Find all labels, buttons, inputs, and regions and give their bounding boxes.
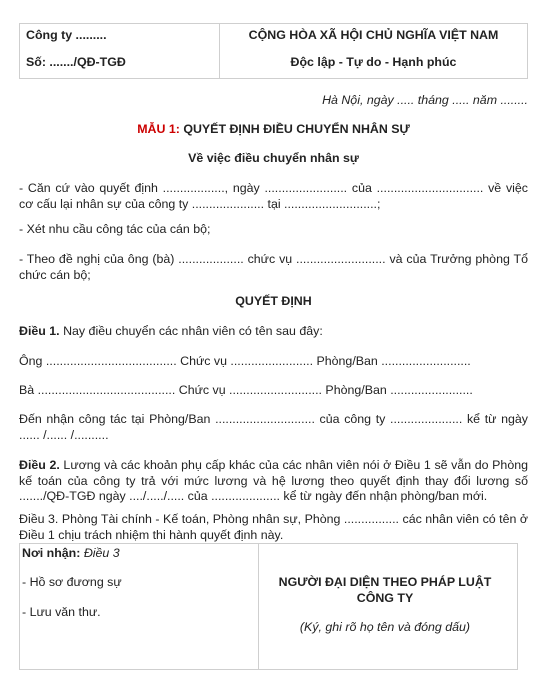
article-1-label: Điều 1. <box>19 324 60 338</box>
document-title <box>19 122 528 136</box>
title-main: QUYẾT ĐỊNH ĐIỀU CHUYỂN NHÂN SỰ <box>179 122 410 136</box>
place-date: Hà Nội, ngày ..... tháng ..... năm ........ <box>322 93 528 107</box>
person-line-mr: Ông ...................................... Chức vụ ........................ Phòng/Ban .......................... <box>19 354 471 368</box>
transfer-destination: Đến nhận công tác tại Phòng/Ban ............................. của công ty ..................... kể từ ngày ...... /...... /.......... <box>19 412 528 442</box>
basis-need: - Xét nhu cầu công tác của cán bộ; <box>19 222 211 236</box>
article-2-label: Điều 2. <box>19 458 60 472</box>
title-prefix: MẪU 1: <box>137 122 180 136</box>
basis-decision: - Căn cứ vào quyết định .................., ngày ........................ của ............................... về việc cơ cấu lại nhân sự của công ty ..................... tại ...........................; <box>19 181 528 211</box>
person-line-mrs: Bà ........................................ Chức vụ ........................... Phòng/Ban ........................ <box>19 383 473 397</box>
nation-name: CỘNG HÒA XÃ HỘI CHỦ NGHĨA VIỆT NAM <box>248 28 499 42</box>
recipients-label: Nơi nhận: <box>22 546 81 560</box>
recipients-heading <box>22 546 120 560</box>
article-3: Điều 3. Phòng Tài chính - Kế toán, Phòng nhân sự, Phòng ................ các nhân viên có tên ở Điều 1 chịu trách nhiệm thi hành quyết định này. <box>19 512 528 542</box>
company-name: Công ty ......... <box>26 28 107 42</box>
decision-number: Số: ......./QĐ-TGĐ <box>26 55 126 69</box>
article-1 <box>19 324 528 340</box>
signature-title: NGƯỜI ĐẠI DIỆN THEO PHÁP LUẬT CÔNG TY <box>278 575 492 605</box>
national-motto: Độc lập - Tự do - Hạnh phúc <box>290 55 457 69</box>
decision-heading: QUYẾT ĐỊNH <box>235 294 312 308</box>
footer-divider <box>258 544 259 669</box>
article-2 <box>19 458 528 505</box>
article-1-text: Nay điều chuyển các nhân viên có tên sau đây: <box>59 324 323 338</box>
basis-proposal: - Theo đề nghị của ông (bà) ................... chức vụ .......................... và của Trưởng phòng Tổ chức cán bộ; <box>19 252 528 282</box>
recipient-item: - Hồ sơ đương sự <box>22 575 122 589</box>
recipients-ref: Điều 3 <box>80 546 120 560</box>
recipient-item: - Lưu văn thư. <box>22 605 101 619</box>
document-subtitle: Về việc điều chuyển nhân sự <box>188 151 359 165</box>
signature-note: (Ký, ghi rõ họ tên và đóng dấu) <box>299 620 471 634</box>
article-2-text: Lương và các khoản phụ cấp khác của các nhân viên nói ở Điều 1 sẽ vẫn do Phòng kế toán của công ty trả với mức lương và hệ lương theo quyết định thay đổi lương số ......./QĐ-TGĐ ngày ..../...../..... của .................... kể từ ngày đến nhận phòng/ban mới. <box>19 458 528 503</box>
